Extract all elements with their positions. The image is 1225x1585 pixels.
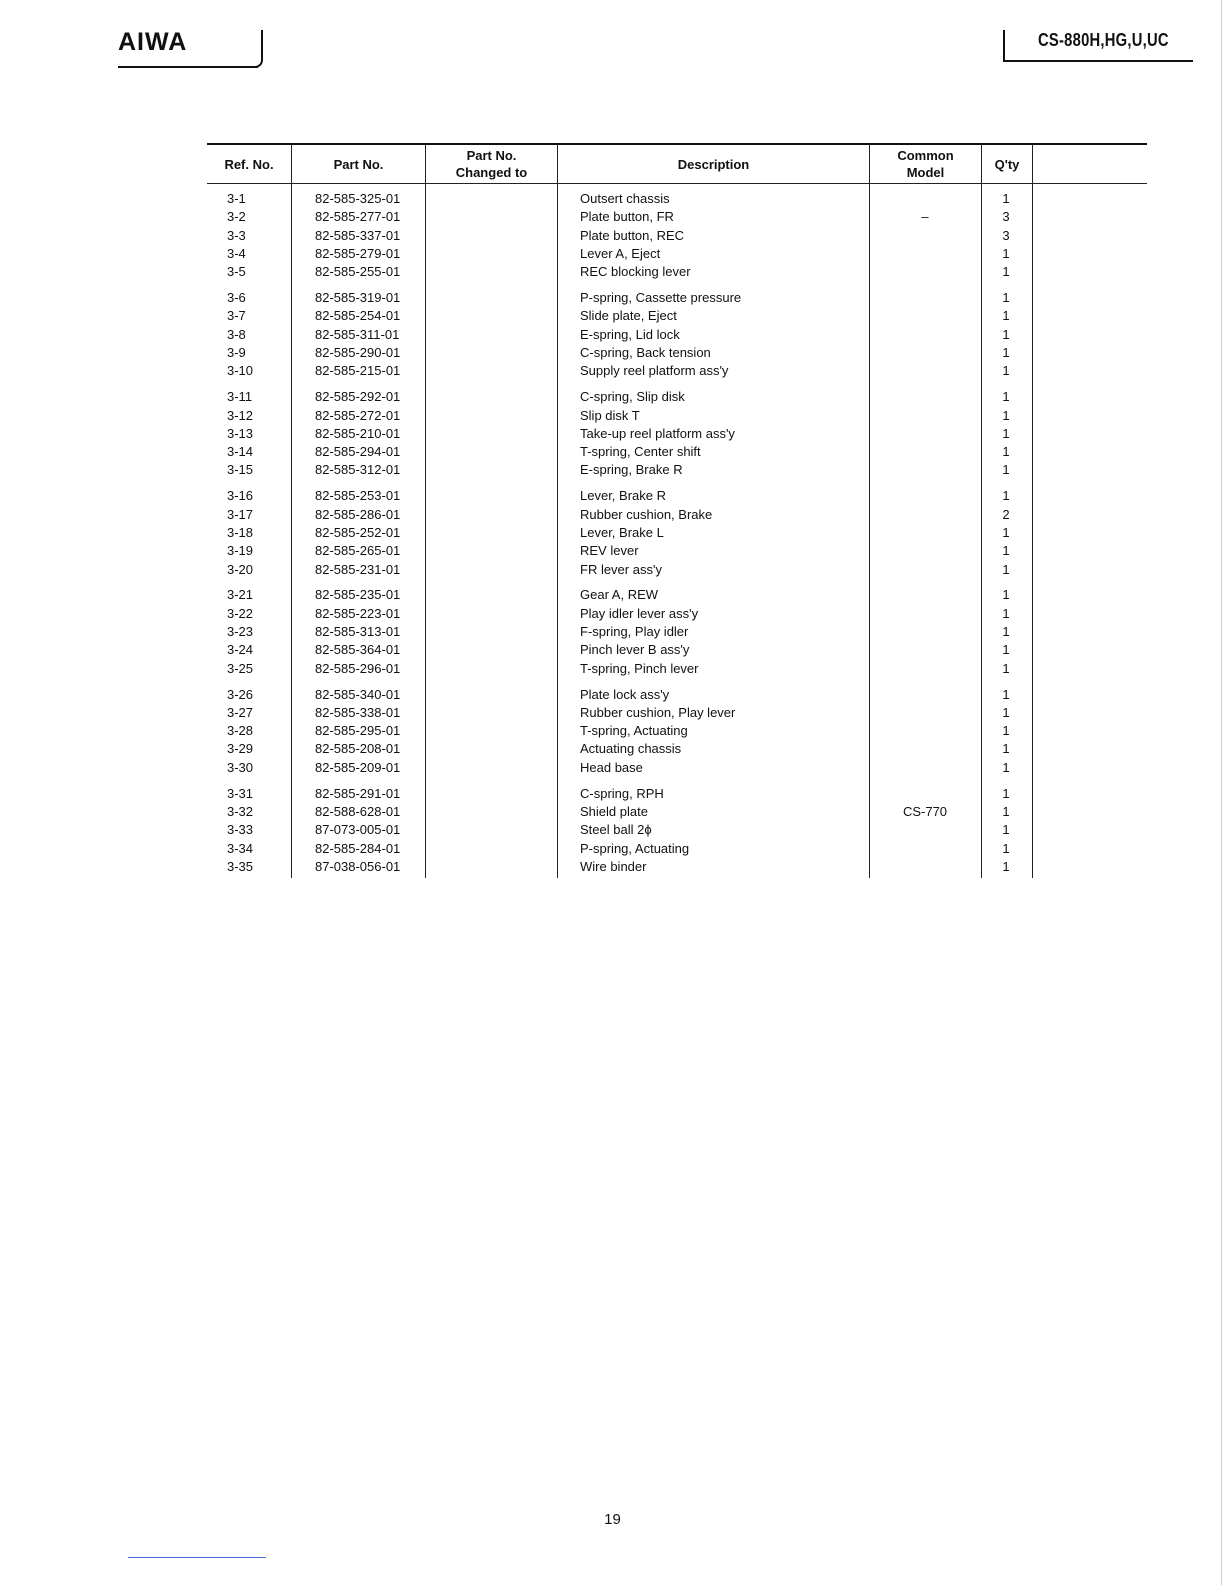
qty-cell: 1 — [1002, 389, 1010, 405]
ref-no-cell: 3-24 — [227, 642, 254, 658]
model-underline — [1003, 60, 1193, 62]
part-no-cell: 82-585-255-01 — [315, 264, 401, 280]
part-no-cell: 82-585-279-01 — [315, 245, 401, 261]
ref-no-cell: 3-25 — [227, 660, 254, 676]
qty-cell: 1 — [1002, 245, 1010, 261]
qty-cell: 1 — [1002, 191, 1010, 206]
description-cell: Lever A, Eject — [580, 245, 661, 261]
ref-no-cell: 3-16 — [227, 488, 254, 504]
table-row — [207, 407, 1147, 425]
description-cell: Head base — [580, 759, 643, 775]
table-row — [207, 506, 1147, 524]
part-no-cell: 82-585-254-01 — [315, 308, 401, 324]
qty-cell: 1 — [1002, 264, 1010, 280]
page-edge-line — [1221, 0, 1222, 1585]
common-model-cell: CS-770 — [902, 803, 948, 819]
ref-no-cell: 3-10 — [227, 363, 254, 379]
header-ref-no-label: Ref. No. — [224, 156, 274, 172]
ref-no-cell: 3-4 — [227, 245, 246, 261]
header-changed-line2: Changed to — [455, 165, 528, 180]
part-no-cell: 82-588-628-01 — [315, 803, 401, 819]
ref-no-cell: 3-26 — [227, 686, 254, 702]
header-common-line1: Common — [897, 148, 954, 163]
ref-no-cell: 3-20 — [227, 561, 254, 577]
header-part-no — [292, 145, 425, 183]
description-cell: T-spring, Pinch lever — [580, 660, 699, 676]
table-row — [207, 443, 1147, 461]
description-cell: Rubber cushion, Play lever — [580, 704, 736, 720]
part-no-cell: 82-585-208-01 — [315, 741, 401, 757]
table-row — [207, 487, 1147, 505]
part-no-cell: 82-585-312-01 — [315, 462, 401, 478]
qty-cell: 1 — [1002, 704, 1010, 720]
description-cell: T-spring, Actuating — [580, 723, 688, 739]
qty-cell: 1 — [1002, 858, 1010, 874]
description-cell: Play idler lever ass'y — [580, 605, 699, 621]
ref-no-cell: 3-19 — [227, 543, 254, 559]
table-row — [207, 586, 1147, 604]
part-no-cell: 82-585-253-01 — [315, 488, 401, 504]
table-row — [207, 740, 1147, 758]
description-cell: Shield plate — [580, 803, 648, 819]
ref-no-cell: 3-8 — [227, 326, 246, 342]
description-cell: Actuating chassis — [580, 741, 682, 757]
part-no-cell: 82-585-272-01 — [315, 407, 401, 423]
part-no-cell: 82-585-210-01 — [315, 425, 401, 441]
header-part-no-label: Part No. — [333, 156, 384, 172]
table-row — [207, 840, 1147, 858]
qty-cell: 1 — [1002, 326, 1010, 342]
part-no-cell: 82-585-265-01 — [315, 543, 401, 559]
ref-no-cell: 3-33 — [227, 822, 254, 838]
ref-no-cell: 3-13 — [227, 425, 254, 441]
footer-link-line — [128, 1557, 266, 1558]
ref-no-cell: 3-29 — [227, 741, 254, 757]
model-corner-mark — [1003, 30, 1015, 62]
qty-cell: 1 — [1002, 308, 1010, 324]
table-row — [207, 623, 1147, 641]
qty-cell: 1 — [1002, 587, 1010, 603]
common-model-cell: – — [921, 209, 929, 225]
ref-no-cell: 3-6 — [227, 290, 246, 306]
description-cell: Outsert chassis — [580, 191, 670, 206]
table-row — [207, 704, 1147, 722]
qty-cell: 1 — [1002, 363, 1010, 379]
part-no-cell: 82-585-313-01 — [315, 624, 401, 639]
description-cell: Plate button, FR — [580, 209, 674, 225]
ref-no-cell: 3-32 — [227, 803, 254, 819]
table-header-rule — [207, 183, 1147, 184]
ref-no-cell: 3-7 — [227, 308, 246, 324]
description-cell: T-spring, Center shift — [580, 444, 701, 460]
header-common-line2: Model — [906, 165, 945, 180]
part-no-cell: 82-585-311-01 — [315, 326, 400, 342]
qty-cell: 1 — [1002, 345, 1010, 360]
table-row — [207, 660, 1147, 678]
qty-cell: 1 — [1002, 290, 1010, 306]
brand-name: AIWA — [118, 28, 188, 56]
table-row — [207, 263, 1147, 281]
qty-cell: 1 — [1002, 686, 1010, 702]
part-no-cell: 82-585-286-01 — [315, 506, 401, 522]
header-description — [558, 145, 869, 183]
part-no-cell: 82-585-231-01 — [315, 561, 401, 577]
header-ref-no — [207, 145, 291, 183]
ref-no-cell: 3-28 — [227, 723, 254, 739]
part-no-cell: 82-585-337-01 — [315, 227, 401, 243]
header-description-label: Description — [677, 156, 750, 172]
part-no-cell: 87-038-056-01 — [315, 858, 401, 874]
qty-cell: 1 — [1002, 524, 1010, 540]
part-no-cell: 82-585-294-01 — [315, 444, 401, 460]
part-no-cell: 82-585-215-01 — [315, 363, 401, 379]
table-row — [207, 245, 1147, 263]
brand-hook — [253, 30, 263, 68]
header-qty-label: Q'ty — [994, 156, 1020, 172]
part-no-cell: 82-585-296-01 — [315, 660, 401, 676]
table-row — [207, 542, 1147, 560]
qty-cell: 1 — [1002, 462, 1010, 478]
ref-no-cell: 3-9 — [227, 345, 246, 360]
part-no-cell: 82-585-252-01 — [315, 524, 401, 540]
page-number: 19 — [604, 1511, 621, 1528]
description-cell: E-spring, Brake R — [580, 462, 683, 478]
table-row — [207, 686, 1147, 704]
qty-cell: 1 — [1002, 822, 1010, 838]
header-changed-to — [426, 145, 557, 183]
description-cell: Slip disk T — [580, 407, 640, 423]
ref-no-cell: 3-11 — [227, 389, 253, 405]
ref-no-cell: 3-14 — [227, 444, 254, 460]
description-cell: P-spring, Actuating — [580, 840, 690, 856]
table-row — [207, 821, 1147, 839]
part-no-cell: 82-585-277-01 — [315, 209, 401, 225]
description-cell: Plate lock ass'y — [580, 686, 670, 702]
table-row — [207, 388, 1147, 406]
table-row — [207, 524, 1147, 542]
description-cell: Plate button, REC — [580, 227, 685, 243]
table-row — [207, 208, 1147, 226]
table-row — [207, 326, 1147, 344]
table-row — [207, 227, 1147, 245]
ref-no-cell: 3-3 — [227, 227, 246, 243]
part-no-cell: 82-585-209-01 — [315, 759, 401, 775]
description-cell: FR lever ass'y — [580, 561, 662, 577]
qty-cell: 1 — [1002, 759, 1010, 775]
model-name: CS-880H,HG,U,UC — [1038, 30, 1169, 50]
ref-no-cell: 3-30 — [227, 759, 254, 775]
table-row — [207, 605, 1147, 623]
table-row — [207, 722, 1147, 740]
description-cell: Lever, Brake R — [580, 488, 666, 504]
part-no-cell: 87-073-005-01 — [315, 822, 401, 838]
part-no-cell: 82-585-291-01 — [315, 785, 401, 801]
ref-no-cell: 3-21 — [227, 587, 254, 603]
qty-cell: 1 — [1002, 723, 1010, 739]
part-no-cell: 82-585-325-01 — [315, 191, 401, 206]
part-no-cell: 82-585-292-01 — [315, 389, 401, 405]
ref-no-cell: 3-34 — [227, 840, 254, 856]
table-row — [207, 307, 1147, 325]
description-cell: Rubber cushion, Brake — [580, 506, 713, 522]
qty-cell: 1 — [1002, 741, 1010, 757]
part-no-cell: 82-585-223-01 — [315, 605, 401, 621]
description-cell: C-spring, Slip disk — [580, 389, 685, 405]
description-cell: Supply reel platform ass'y — [580, 363, 729, 379]
ref-no-cell: 3-35 — [227, 858, 254, 874]
qty-cell: 1 — [1002, 840, 1010, 856]
part-no-cell: 82-585-364-01 — [315, 642, 401, 658]
ref-no-cell: 3-12 — [227, 407, 254, 423]
qty-cell: 1 — [1002, 785, 1010, 801]
description-cell: REC blocking lever — [580, 264, 691, 280]
table-row — [207, 461, 1147, 479]
description-cell: REV lever — [580, 543, 639, 559]
description-cell: Take-up reel platform ass'y — [580, 425, 735, 441]
description-cell: Wire binder — [580, 858, 647, 874]
ref-no-cell: 3-17 — [227, 506, 254, 522]
brand-underline — [118, 66, 258, 68]
part-no-cell: 82-585-338-01 — [315, 704, 401, 720]
table-row — [207, 190, 1147, 208]
table-row — [207, 803, 1147, 821]
description-cell: Gear A, REW — [580, 587, 659, 603]
table-row — [207, 425, 1147, 443]
table-row — [207, 362, 1147, 380]
table-row — [207, 785, 1147, 803]
qty-cell: 1 — [1002, 803, 1010, 819]
ref-no-cell: 3-15 — [227, 462, 254, 478]
qty-cell: 1 — [1002, 425, 1010, 441]
description-cell: Pinch lever B ass'y — [580, 642, 690, 658]
ref-no-cell: 3-27 — [227, 704, 254, 720]
qty-cell: 1 — [1002, 561, 1010, 577]
table-row — [207, 759, 1147, 777]
qty-cell: 1 — [1002, 605, 1010, 621]
table-row — [207, 561, 1147, 579]
part-no-cell: 82-585-340-01 — [315, 686, 401, 702]
part-no-cell: 82-585-290-01 — [315, 345, 401, 360]
ref-no-cell: 3-18 — [227, 524, 254, 540]
ref-no-cell: 3-23 — [227, 624, 254, 639]
description-cell: Slide plate, Eject — [580, 308, 677, 324]
qty-cell: 1 — [1002, 407, 1010, 423]
description-cell: Lever, Brake L — [580, 524, 664, 540]
ref-no-cell: 3-5 — [227, 264, 246, 280]
header-qty — [982, 145, 1032, 183]
table-row — [207, 289, 1147, 307]
ref-no-cell: 3-22 — [227, 605, 254, 621]
qty-cell: 3 — [1002, 227, 1010, 243]
description-cell: Steel ball 2ϕ — [580, 822, 652, 838]
header-changed-line1: Part No. — [466, 148, 517, 163]
ref-no-cell: 3-2 — [227, 209, 246, 225]
table-row — [207, 858, 1147, 876]
description-cell: P-spring, Cassette pressure — [580, 290, 742, 306]
qty-cell: 1 — [1002, 660, 1010, 676]
qty-cell: 1 — [1002, 642, 1010, 658]
qty-cell: 1 — [1002, 543, 1010, 559]
part-no-cell: 82-585-235-01 — [315, 587, 401, 603]
table-row — [207, 344, 1147, 362]
qty-cell: 1 — [1002, 624, 1010, 639]
table-row — [207, 641, 1147, 659]
ref-no-cell: 3-1 — [227, 191, 246, 206]
qty-cell: 1 — [1002, 444, 1010, 460]
ref-no-cell: 3-31 — [227, 785, 254, 801]
part-no-cell: 82-585-295-01 — [315, 723, 401, 739]
description-cell: F-spring, Play idler — [580, 624, 689, 639]
description-cell: C-spring, RPH — [580, 785, 664, 801]
description-cell: E-spring, Lid lock — [580, 326, 680, 342]
part-no-cell: 82-585-284-01 — [315, 840, 401, 856]
qty-cell: 2 — [1002, 506, 1010, 522]
header-common-model — [870, 145, 981, 183]
part-no-cell: 82-585-319-01 — [315, 290, 401, 306]
qty-cell: 1 — [1002, 488, 1010, 504]
description-cell: C-spring, Back tension — [580, 345, 711, 360]
qty-cell: 3 — [1002, 209, 1010, 225]
